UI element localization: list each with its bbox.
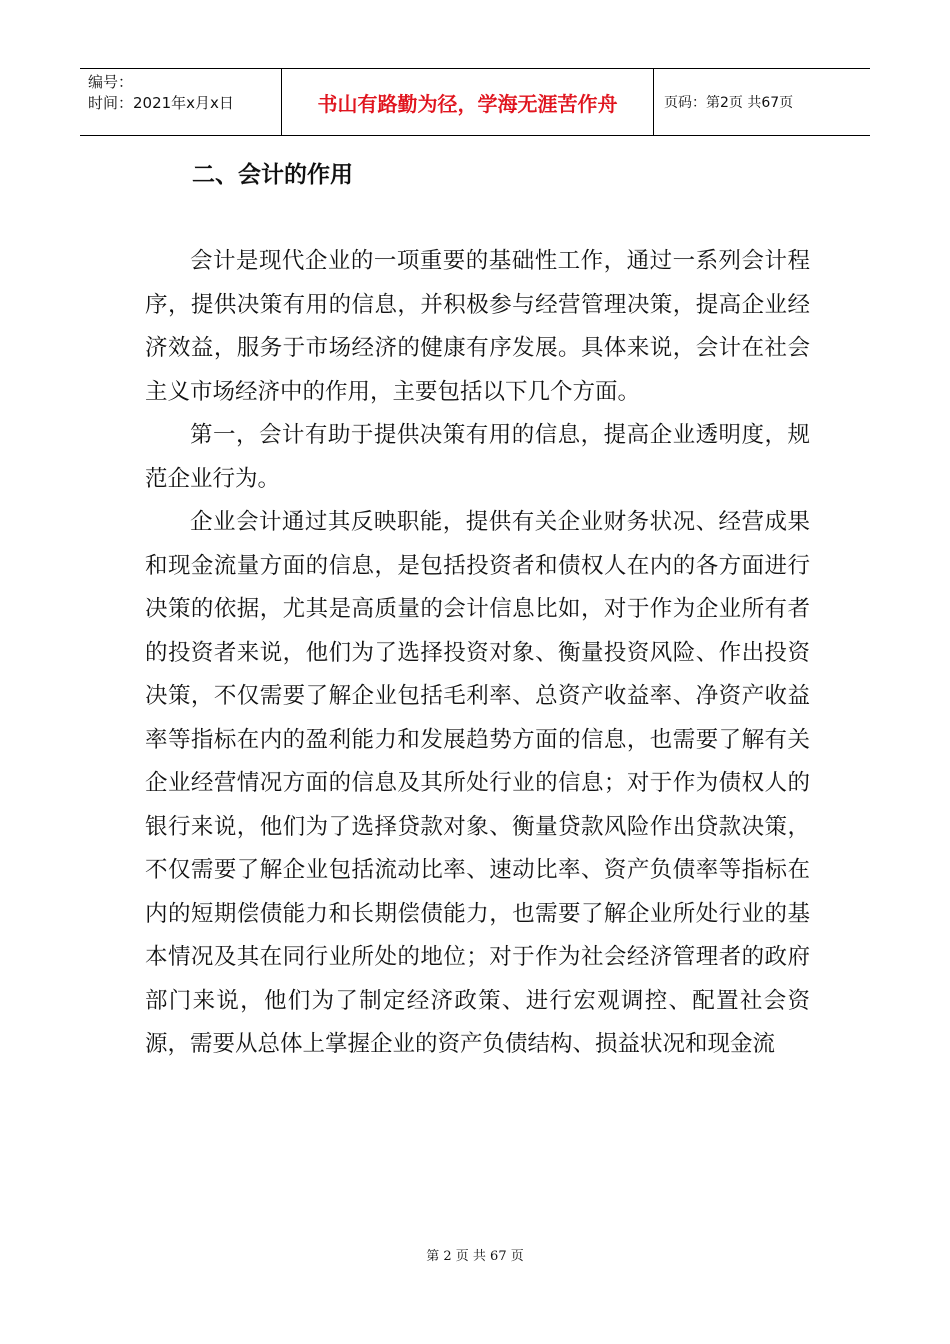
page-header xyxy=(80,68,870,136)
paragraph: 会计是现代企业的一项重要的基础性工作，通过一系列会计程序，提供决策有用的信息，并积极参与经营管理决策，提高企业经济效益，服务于市场经济的健康有序发展。具体来说，会计在社会主义市场经济中的作用，主要包括以下几个方面。 xyxy=(145,248,810,405)
document-body xyxy=(145,240,810,1067)
header-motto: 书山有路勤为径，学海无涯苦作舟 xyxy=(282,69,654,135)
document-time-label: 时间：2021年x月x日 xyxy=(88,94,234,112)
paragraph: 企业会计通过其反映职能，提供有关企业财务状况、经营成果和现金流量方面的信息，是包括投资者和债权人在内的各方面进行决策的依据，尤其是高质量的会计信息比如，对于作为企业所有者的投资者来说，他们为了选择投资对象、衡量投资风险、作出投资决策，不仅需要了解企业包括毛利率、总资产收益率、净资产收益率等指标在内的盈利能力和发展趋势方面的信息，也需要了解有关企业经营情况方面的信息及其所处行业的信息；对于作为债权人的银行来说，他们为了选择贷款对象、衡量贷款风险作出贷款决策，不仅需要了解企业包括流动比率、速动比率、资产负债率等指标在内的短期偿债能力和长期偿债能力，也需要了解企业所处行业的基本情况及其在同行业所处的地位；对于作为社会经济管理者的政府部门来说，他们为了制定经济政策、进行宏观调控、配置社会资源，需要从总体上掌握企业的资产负债结构、损益状况和现金流 xyxy=(145,509,810,1057)
paragraph: 第一，会计有助于提供决策有用的信息，提高企业透明度，规范企业行为。 xyxy=(145,422,810,492)
header-meta xyxy=(80,69,282,135)
page-footer: 第 2 页 共 67 页 xyxy=(426,1249,524,1264)
section-title: 二、会计的作用 xyxy=(192,162,353,188)
header-page-info: 页码：第2页 共67页 xyxy=(664,95,794,111)
document-number-label: 编号： xyxy=(88,73,134,91)
